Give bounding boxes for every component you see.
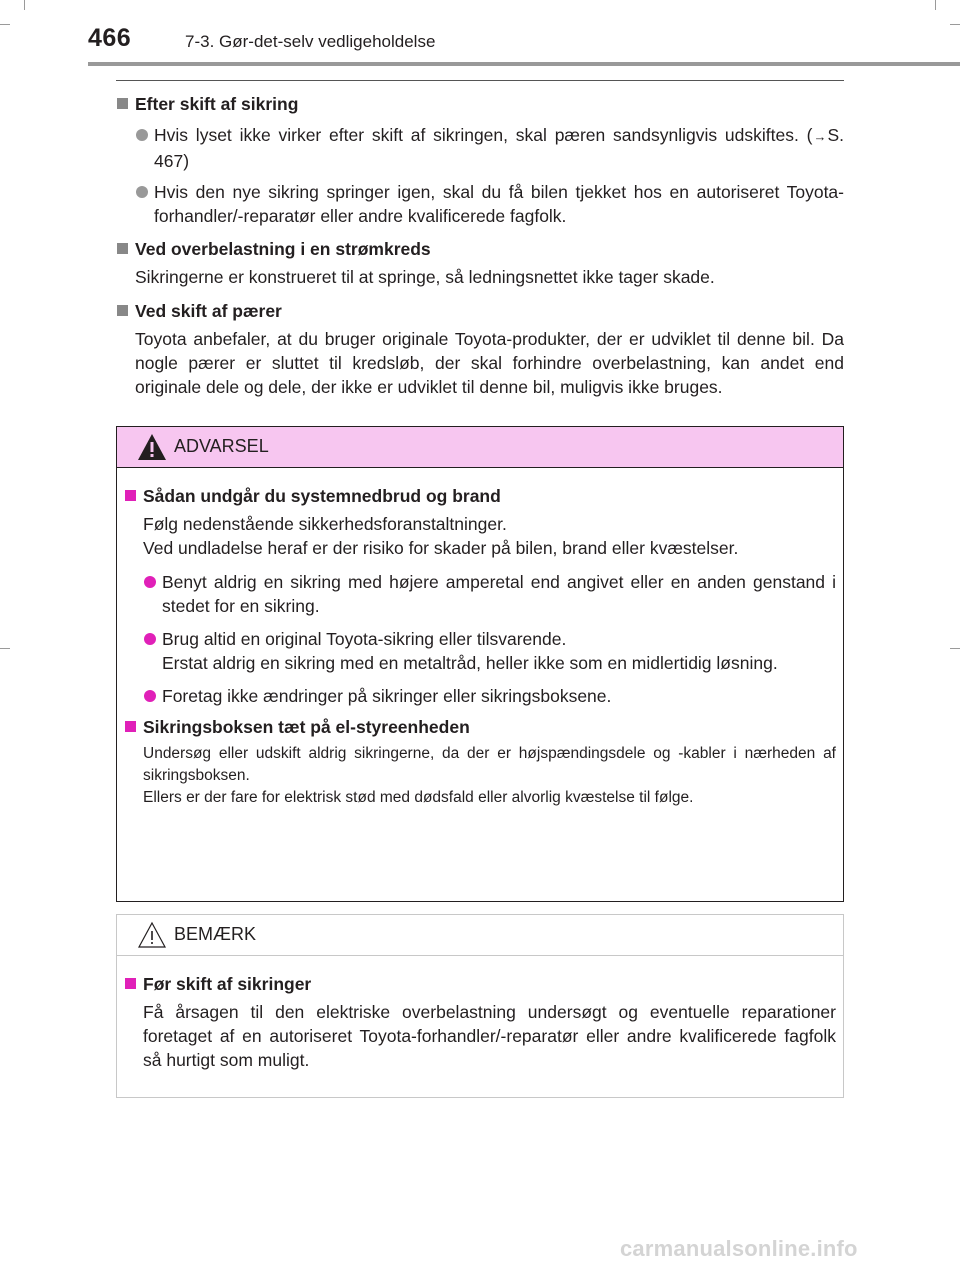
square-bullet-icon (125, 978, 136, 989)
bullet-text: Hvis lyset ikke virker efter skift af sikringen, skal pæren sandsynligvis udskiftes. ( (154, 125, 813, 145)
square-bullet-icon (125, 490, 136, 501)
bullet-item (124, 627, 836, 675)
section-text (124, 743, 836, 809)
bullet-text: Foretag ikke ændringer på sikringer eller sikringsboksene. (162, 686, 612, 706)
section-title: Før skift af sikringer (143, 974, 312, 994)
crop-mark (0, 648, 10, 649)
crop-mark (935, 0, 936, 10)
text-line: Undersøg eller udskift aldrig sikringerne, da der er højspændingsdele og -kabler i nærheden af sikringsboksen. (143, 745, 836, 784)
square-bullet-icon (117, 98, 128, 109)
section-heading (116, 237, 844, 261)
circle-bullet-icon (144, 576, 156, 588)
section-title: Efter skift af sikring (135, 94, 299, 114)
page-reference-link[interactable]: S. 467) (154, 125, 844, 171)
header-rule (88, 62, 960, 66)
section-text: Få årsagen til den elektriske overbelastning undersøgt og eventuelle reparationer foretaget af en autoriseret Toyota-forhandler/-reparatør eller andre kvalificerede fagfolk så hurtigt som muligt. (143, 1002, 836, 1070)
crop-mark (0, 24, 10, 25)
section-title: Ved overbelastning i en strømkreds (135, 239, 431, 259)
section-heading (124, 715, 836, 739)
section-text (124, 512, 836, 560)
bullet-text: Hvis den nye sikring springer igen, skal du få bilen tjekket hos en autoriseret Toyota-forhandler/-reparatør eller andre kvalificerede fagfolk. (154, 182, 844, 226)
text-line: Ellers er der fare for elektrisk stød med dødsfald eller alvorlig kvæstelse til følge. (143, 789, 694, 806)
arrow-right-icon: → (813, 129, 827, 144)
section-text: Toyota anbefaler, at du bruger originale Toyota-produkter, der er udviklet til denne bil. Da nogle pærer er sluttet til kredsløb, der skal forhindre overbelastning, kan andet end originale dele og dele, der ikke er udviklet til denne bil, muligvis ikke bruges. (135, 329, 844, 397)
divider (116, 80, 844, 81)
crop-mark (24, 0, 25, 10)
caution-triangle-icon (137, 921, 167, 949)
main-content (116, 92, 844, 399)
square-bullet-icon (117, 305, 128, 316)
warning-header (117, 427, 843, 468)
circle-bullet-icon (136, 186, 148, 198)
bullet-item (124, 684, 836, 708)
notice-header (117, 915, 843, 956)
bullet-item (116, 180, 844, 228)
chapter-title: 7-3. Gør-det-selv vedligeholdelse (185, 32, 436, 51)
warning-triangle-icon (137, 433, 167, 461)
watermark[interactable]: carmanualsonline.info (620, 1236, 858, 1261)
bullet-item (116, 123, 844, 173)
warning-box (116, 426, 844, 902)
page-header (88, 24, 960, 66)
section-title: Sådan undgår du systemnedbrud og brand (143, 486, 501, 506)
section-heading (116, 299, 844, 323)
circle-bullet-icon (144, 633, 156, 645)
section-heading (124, 484, 836, 508)
page-number: 466 (88, 24, 132, 52)
notice-title: BEMÆRK (174, 924, 257, 944)
text-line: Ved undladelse heraf er der risiko for skader på bilen, brand eller kvæstelser. (143, 538, 739, 558)
text-line: Følg nedenstående sikkerhedsforanstaltninger. (143, 514, 507, 534)
circle-bullet-icon (136, 129, 148, 141)
warning-title: ADVARSEL (174, 436, 269, 456)
text-line: Brug altid en original Toyota-sikring eller tilsvarende. (162, 629, 567, 649)
section-heading (116, 92, 844, 116)
bullet-text: Benyt aldrig en sikring med højere amperetal end angivet eller en anden genstand i stedet for en sikring. (162, 572, 836, 616)
crop-mark (950, 648, 960, 649)
text-line: Erstat aldrig en sikring med en metaltråd, heller ikke som en midlertidig løsning. (162, 653, 778, 673)
square-bullet-icon (117, 243, 128, 254)
section-text: Sikringerne er konstrueret til at springe, så ledningsnettet ikke tager skade. (135, 267, 715, 287)
warning-body (117, 468, 843, 809)
section-heading (124, 972, 836, 996)
notice-box (116, 914, 844, 1098)
notice-body (117, 956, 843, 1072)
section-title: Sikringsboksen tæt på el-styreenheden (143, 717, 470, 737)
bullet-item (124, 570, 836, 618)
circle-bullet-icon (144, 690, 156, 702)
section-title: Ved skift af pærer (135, 301, 282, 321)
square-bullet-icon (125, 721, 136, 732)
